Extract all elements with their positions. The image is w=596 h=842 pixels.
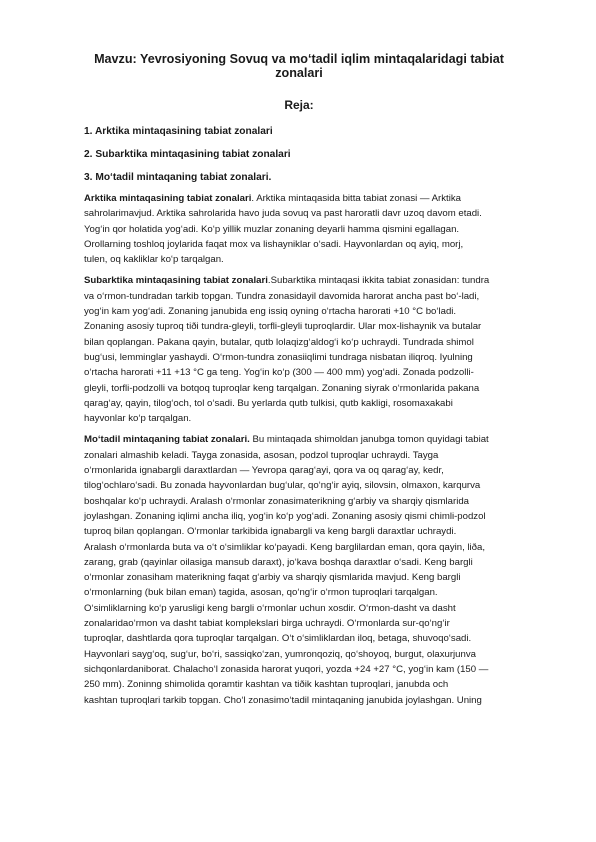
text-line: bug‘usi, lemminglar yashaydi. O‘rmon-tundra zonasiiqlimi tundraga nisbatan iliqroq. Iyulning [84,351,473,363]
text-line: yog‘in kam yog‘adi. Zonaning janubida eng issiq oyning o‘rtacha harorati +10 °C bo‘ladi. [84,306,457,318]
text-line: va o‘rmon-tundradan tarkib topgan. Tundra zonasidayil davomida harorat ancha past bo‘-ladi, [84,290,480,302]
section-heading: Arktika mintaqasining tabiat zonalari [84,193,252,204]
text-line: Orollarning toshloq joylarida faqat mox va lishayniklar o‘sadi. Hayvonlardan oq ayiq, morj, [84,238,464,250]
plan-item-1: 1. Arktika mintaqasining tabiat zonalari [84,126,273,137]
text-line: Hayvonlari sayg‘oq, sug‘ur, bo‘ri, sassiqko‘zan, yumronqoziq, qo‘shoyoq, burgut, olaxurjunva [84,648,476,660]
text-line: tulen, oq kakliklar ko‘p tarqalgan. [84,254,224,266]
text-line: bilan qoplangan. Pakana qayin, butalar, qutb lolaqizg‘aldog‘i ko‘p uchraydi. Tundrada shimol [84,336,474,348]
text-line: Zonaning asosiy tuproq tiði tundra-gleyli, torfli-gleyli tuproqlardir. Ular mox-lishaynik va butalar [84,321,482,333]
text-line: zonalaridao‘rmon va dasht tabiat komplekslari birga uchraydi. O‘rmonlarda sur-qo‘ng‘ir [84,618,450,630]
text-line: . Arktika mintaqasida bitta tabiat zonasi — Arktika [251,193,461,204]
plan-item-2: 2. Subarktika mintaqasining tabiat zonalari [84,149,291,160]
page-title: Mavzu: Yevrosiyoning Sovuq va mo‘tadil iqlim mintaqalaridagi tabiat zonalari [94,52,504,80]
text-line: gleyli, torfli-podzolli va botqoq tuproqlar keng tarqalgan. Zonaning siyrak o‘rmonlarida pakana [84,382,480,394]
text-line: sichqonlardaniborat. Chalacho‘l zonasida harorat yuqori, yozda +24 +27 °C, yog‘in kam (150 — [84,663,489,675]
text-line: tuproq bilan qoplangan. O‘rmonlar tarkibida ignabargli va keng bargli daraxtlar uchraydi. [84,526,457,538]
section-arctic [84,191,514,267]
text-line: joylashgan. Zonaning iqlimi ancha iliq, yog‘in ko‘p yog‘adi. Zonaning asosiy qismi chimli-podzol [84,510,486,522]
text-line: o‘rmonlarida ignabargli daraxtlardan — Yevropa qarag‘ayi, qora va oq qarag‘ay, kedr, [84,465,444,477]
text-line: zonalari almashib keladi. Tayga zonasida, asosan, podzol tuproqlar uchraydi. Tayga [84,449,439,461]
text-line: boshqalar ko‘p uchraydi. Aralash o‘rmonlar zonasimaterikning g‘arbiy va sharqiy qismlarida [84,495,470,507]
text-line: Aralash o‘rmonlarda buta va o‘t o‘simliklar ko‘payadi. Keng barglilardan eman, qora qayin, liða, [84,541,486,553]
text-line: Bu mintaqada shimoldan janubga tomon quyidagi tabiat [249,434,489,446]
text-line: 250 mm). Zoninng shimolida qoramtir kashtan va tiðik kashtan tuproqlari, janubda och [84,679,449,691]
text-line: tuproqlar, dashtlarda qora tuproqlar tarqalgan. O‘t o‘simliklardan iloq, betaga, shuvoqo‘sadi. [84,633,472,645]
text-line: o‘rtacha harorati +11 +13 °C ga teng. Yog‘in ko‘p (300 — 400 mm) yog‘adi. Zonada podzolli- [84,367,474,379]
text-line: hayvonlar ko‘p tarqalgan. [84,413,192,425]
plan-item-3: 3. Mo‘tadil mintaqaning tabiat zonalari. [84,172,272,183]
text-line: o‘rmonlar zonasiham materikning faqat g‘arbiy va sharqiy qismlarida mavjud. Keng bargli [84,572,461,584]
section-heading: Subarktika mintaqasining tabiat zonalari [84,275,268,287]
text-line: o‘rmonlarning (buk bilan eman) tagida, asosan, qo‘ng‘ir o‘rmon tuproqlari tarqalgan. [84,587,438,599]
text-line: .Subarktika mintaqasi ikkita tabiat zonasidan: tundra [267,275,490,287]
text-line: sahrolarimavjud. Arktika sahrolarida havo juda sovuq va past haroratli davr uzoq davom etadi. [84,208,482,220]
section-heading: Mo‘tadil mintaqaning tabiat zonalari. [84,434,250,446]
section-subarctic [84,273,514,426]
text-line: O‘simliklarning ko‘p yarusligi keng bargli o‘rmonlar uchun xosdir. O‘rmon-dasht va dasht [84,602,456,614]
text-line: tilog‘ochlaro‘sadi. Bu zonada hayvonlardan bug‘ular, qo‘ng‘ir ayiq, silovsin, olmaxon, karqurva [84,480,481,492]
section-temperate [84,432,514,707]
text-line: zarang, grab (qayinlar oilasiga mansub daraxt), jo‘kava boshqa daraxtlar o‘sadi. Keng bargli [84,556,473,568]
text-line: kashtan tuproqlari tarkib topgan. Cho‘l zonasimo‘tadil mintaqaning janubida joylashgan. Uning [84,694,482,706]
text-line: qarag‘ay, qayin, tilog‘och, tol o‘sadi. Bu yerlarda qutb tulkisi, qutb kakligi, rosomaxakabi [84,397,453,409]
text-line: Yog‘in qor holatida yog‘adi. Ko‘p yillik muzlar zonaning deyarli hamma qismini egallagan. [84,223,460,235]
plan-title: Reja: [284,98,314,112]
document-page [84,52,514,714]
